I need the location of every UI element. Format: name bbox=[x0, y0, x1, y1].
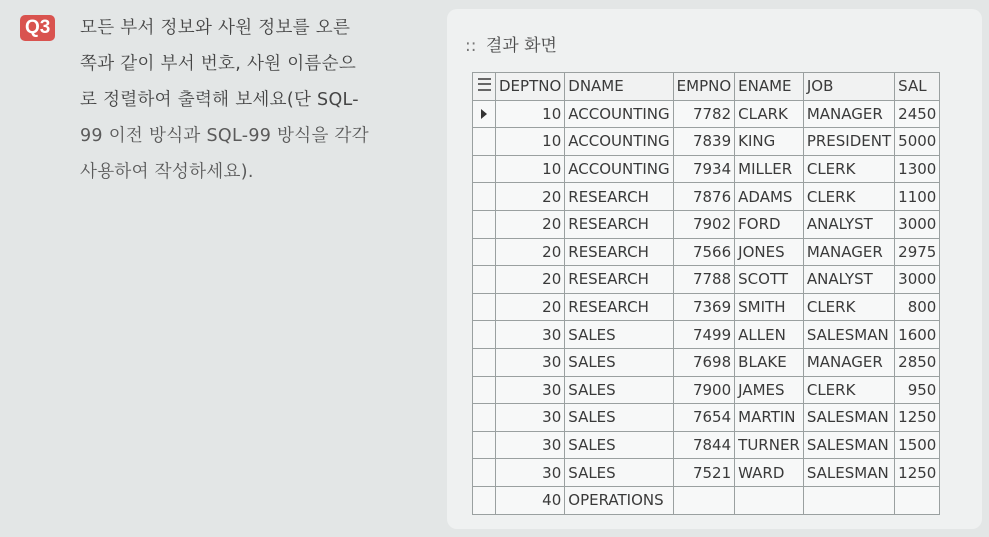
table-cell[interactable]: 1250 bbox=[895, 404, 940, 432]
table-cell[interactable]: 7566 bbox=[673, 238, 735, 266]
column-header[interactable]: DNAME bbox=[565, 73, 673, 101]
table-cell[interactable]: 7521 bbox=[673, 459, 735, 487]
question-line: 99 이전 방식과 SQL-99 방식을 각각 bbox=[80, 126, 369, 146]
table-cell[interactable]: ANALYST bbox=[803, 266, 894, 294]
row-indicator[interactable] bbox=[473, 183, 496, 211]
question-block bbox=[20, 10, 430, 190]
table-cell[interactable]: 1600 bbox=[895, 321, 940, 349]
table-cell[interactable]: 20 bbox=[496, 293, 565, 321]
table-cell[interactable]: SALES bbox=[565, 348, 673, 376]
table-cell[interactable]: SALES bbox=[565, 459, 673, 487]
table-cell[interactable]: 7369 bbox=[673, 293, 735, 321]
question-number-badge: Q3 bbox=[20, 15, 55, 41]
table-row[interactable] bbox=[473, 238, 940, 266]
table-cell[interactable]: TURNER bbox=[735, 431, 804, 459]
table-cell[interactable]: WARD bbox=[735, 459, 804, 487]
table-row[interactable] bbox=[473, 404, 940, 432]
table-cell[interactable]: SALES bbox=[565, 376, 673, 404]
table-cell[interactable]: 7782 bbox=[673, 100, 735, 128]
column-header[interactable]: SAL bbox=[895, 73, 940, 101]
table-cell[interactable]: RESEARCH bbox=[565, 238, 673, 266]
row-indicator[interactable] bbox=[473, 266, 496, 294]
table-cell[interactable]: SALES bbox=[565, 404, 673, 432]
grid-menu-icon[interactable] bbox=[473, 73, 496, 101]
question-line: 쪽과 같이 부서 번호, 사원 이름순으 bbox=[80, 54, 357, 74]
table-cell[interactable] bbox=[673, 486, 735, 514]
table-cell[interactable]: CLARK bbox=[735, 100, 804, 128]
table-cell[interactable]: BLAKE bbox=[735, 348, 804, 376]
table-cell[interactable]: 7499 bbox=[673, 321, 735, 349]
table-cell[interactable] bbox=[803, 486, 894, 514]
table-cell[interactable]: ACCOUNTING bbox=[565, 155, 673, 183]
row-indicator[interactable] bbox=[473, 431, 496, 459]
table-cell[interactable]: ANALYST bbox=[803, 210, 894, 238]
column-header[interactable]: DEPTNO bbox=[496, 73, 565, 101]
table-row[interactable] bbox=[473, 459, 940, 487]
table-cell[interactable]: CLERK bbox=[803, 293, 894, 321]
table-cell[interactable]: JAMES bbox=[735, 376, 804, 404]
table-cell[interactable]: 20 bbox=[496, 210, 565, 238]
column-header[interactable]: EMPNO bbox=[673, 73, 735, 101]
table-cell[interactable]: KING bbox=[735, 128, 804, 156]
row-indicator[interactable] bbox=[473, 376, 496, 404]
table-cell[interactable]: RESEARCH bbox=[565, 293, 673, 321]
table-cell[interactable]: 40 bbox=[496, 486, 565, 514]
table-row[interactable] bbox=[473, 266, 940, 294]
table-cell[interactable]: 30 bbox=[496, 459, 565, 487]
table-cell[interactable]: 30 bbox=[496, 431, 565, 459]
table-row[interactable] bbox=[473, 210, 940, 238]
table-cell[interactable]: SALESMAN bbox=[803, 404, 894, 432]
row-indicator[interactable] bbox=[473, 238, 496, 266]
table-cell[interactable]: FORD bbox=[735, 210, 804, 238]
row-indicator[interactable] bbox=[473, 210, 496, 238]
table-cell[interactable]: SCOTT bbox=[735, 266, 804, 294]
table-cell[interactable]: SALESMAN bbox=[803, 321, 894, 349]
table-cell[interactable]: 5000 bbox=[895, 128, 940, 156]
table-cell[interactable]: CLERK bbox=[803, 376, 894, 404]
table-cell[interactable]: 7934 bbox=[673, 155, 735, 183]
row-indicator[interactable] bbox=[473, 128, 496, 156]
table-cell[interactable]: MANAGER bbox=[803, 348, 894, 376]
row-indicator[interactable] bbox=[473, 293, 496, 321]
table-cell[interactable]: 1300 bbox=[895, 155, 940, 183]
row-indicator[interactable] bbox=[473, 404, 496, 432]
table-cell[interactable]: 7844 bbox=[673, 431, 735, 459]
question-line: 로 정렬하여 출력해 보세요(단 SQL- bbox=[80, 90, 359, 110]
table-cell[interactable]: 7788 bbox=[673, 266, 735, 294]
table-row[interactable] bbox=[473, 486, 940, 514]
table-cell[interactable]: 1100 bbox=[895, 183, 940, 211]
table-cell[interactable]: RESEARCH bbox=[565, 183, 673, 211]
table-cell[interactable]: SALES bbox=[565, 321, 673, 349]
row-indicator[interactable] bbox=[473, 486, 496, 514]
table-cell[interactable] bbox=[735, 486, 804, 514]
table-cell[interactable]: ACCOUNTING bbox=[565, 100, 673, 128]
row-indicator[interactable] bbox=[473, 348, 496, 376]
row-indicator[interactable] bbox=[473, 459, 496, 487]
table-cell[interactable]: 30 bbox=[496, 348, 565, 376]
table-cell[interactable]: 30 bbox=[496, 404, 565, 432]
table-cell[interactable]: 2975 bbox=[895, 238, 940, 266]
title-prefix: :: bbox=[465, 36, 477, 56]
table-cell[interactable]: 10 bbox=[496, 100, 565, 128]
table-cell[interactable]: 950 bbox=[895, 376, 940, 404]
table-cell[interactable]: 1250 bbox=[895, 459, 940, 487]
table-cell[interactable]: CLERK bbox=[803, 155, 894, 183]
row-indicator[interactable] bbox=[473, 155, 496, 183]
table-row[interactable] bbox=[473, 128, 940, 156]
table-row[interactable] bbox=[473, 100, 940, 128]
table-cell[interactable]: 2450 bbox=[895, 100, 940, 128]
table-cell[interactable]: SALESMAN bbox=[803, 431, 894, 459]
table-cell[interactable]: ADAMS bbox=[735, 183, 804, 211]
table-cell[interactable]: 20 bbox=[496, 183, 565, 211]
header-row bbox=[473, 73, 940, 101]
table-cell[interactable]: RESEARCH bbox=[565, 266, 673, 294]
row-indicator[interactable] bbox=[473, 321, 496, 349]
table-cell[interactable]: SMITH bbox=[735, 293, 804, 321]
table-cell[interactable]: 30 bbox=[496, 376, 565, 404]
table-cell[interactable]: ALLEN bbox=[735, 321, 804, 349]
grid-body bbox=[473, 100, 940, 514]
table-cell[interactable]: MILLER bbox=[735, 155, 804, 183]
table-cell[interactable]: CLERK bbox=[803, 183, 894, 211]
table-cell[interactable] bbox=[895, 486, 940, 514]
table-cell[interactable]: 20 bbox=[496, 266, 565, 294]
table-cell[interactable]: 10 bbox=[496, 155, 565, 183]
table-cell[interactable]: SALESMAN bbox=[803, 459, 894, 487]
table-row[interactable] bbox=[473, 321, 940, 349]
table-cell[interactable]: 800 bbox=[895, 293, 940, 321]
table-row[interactable] bbox=[473, 348, 940, 376]
table-cell[interactable]: JONES bbox=[735, 238, 804, 266]
question-line: 사용하여 작성하세요). bbox=[80, 162, 254, 182]
table-cell[interactable]: 7698 bbox=[673, 348, 735, 376]
table-row[interactable] bbox=[473, 183, 940, 211]
result-panel bbox=[447, 9, 982, 529]
question-line: 모든 부서 정보와 사원 정보를 오른 bbox=[80, 18, 351, 38]
table-cell[interactable]: 20 bbox=[496, 238, 565, 266]
table-cell[interactable]: 1500 bbox=[895, 431, 940, 459]
table-cell[interactable]: MARTIN bbox=[735, 404, 804, 432]
result-panel-title bbox=[465, 31, 557, 56]
table-cell[interactable]: 10 bbox=[496, 128, 565, 156]
table-cell[interactable]: 7900 bbox=[673, 376, 735, 404]
table-cell[interactable]: ACCOUNTING bbox=[565, 128, 673, 156]
title-text: 결과 화면 bbox=[485, 36, 557, 56]
table-row[interactable] bbox=[473, 376, 940, 404]
question-text bbox=[20, 10, 430, 190]
table-cell[interactable]: 7902 bbox=[673, 210, 735, 238]
table-row[interactable] bbox=[473, 155, 940, 183]
table-cell[interactable]: SALES bbox=[565, 431, 673, 459]
table-cell[interactable]: RESEARCH bbox=[565, 210, 673, 238]
table-cell[interactable]: 7876 bbox=[673, 183, 735, 211]
table-cell[interactable]: 3000 bbox=[895, 210, 940, 238]
table-cell[interactable]: MANAGER bbox=[803, 100, 894, 128]
table-cell[interactable]: PRESIDENT bbox=[803, 128, 894, 156]
table-cell[interactable]: 2850 bbox=[895, 348, 940, 376]
table-cell[interactable]: MANAGER bbox=[803, 238, 894, 266]
result-grid bbox=[472, 72, 940, 515]
current-row-arrow-icon[interactable] bbox=[473, 100, 496, 128]
table-row[interactable] bbox=[473, 431, 940, 459]
table-cell[interactable]: 3000 bbox=[895, 266, 940, 294]
table-cell[interactable]: OPERATIONS bbox=[565, 486, 673, 514]
column-header[interactable]: ENAME bbox=[735, 73, 804, 101]
table-cell[interactable]: 30 bbox=[496, 321, 565, 349]
table-cell[interactable]: 7654 bbox=[673, 404, 735, 432]
table-cell[interactable]: 7839 bbox=[673, 128, 735, 156]
table-row[interactable] bbox=[473, 293, 940, 321]
column-header[interactable]: JOB bbox=[803, 73, 894, 101]
